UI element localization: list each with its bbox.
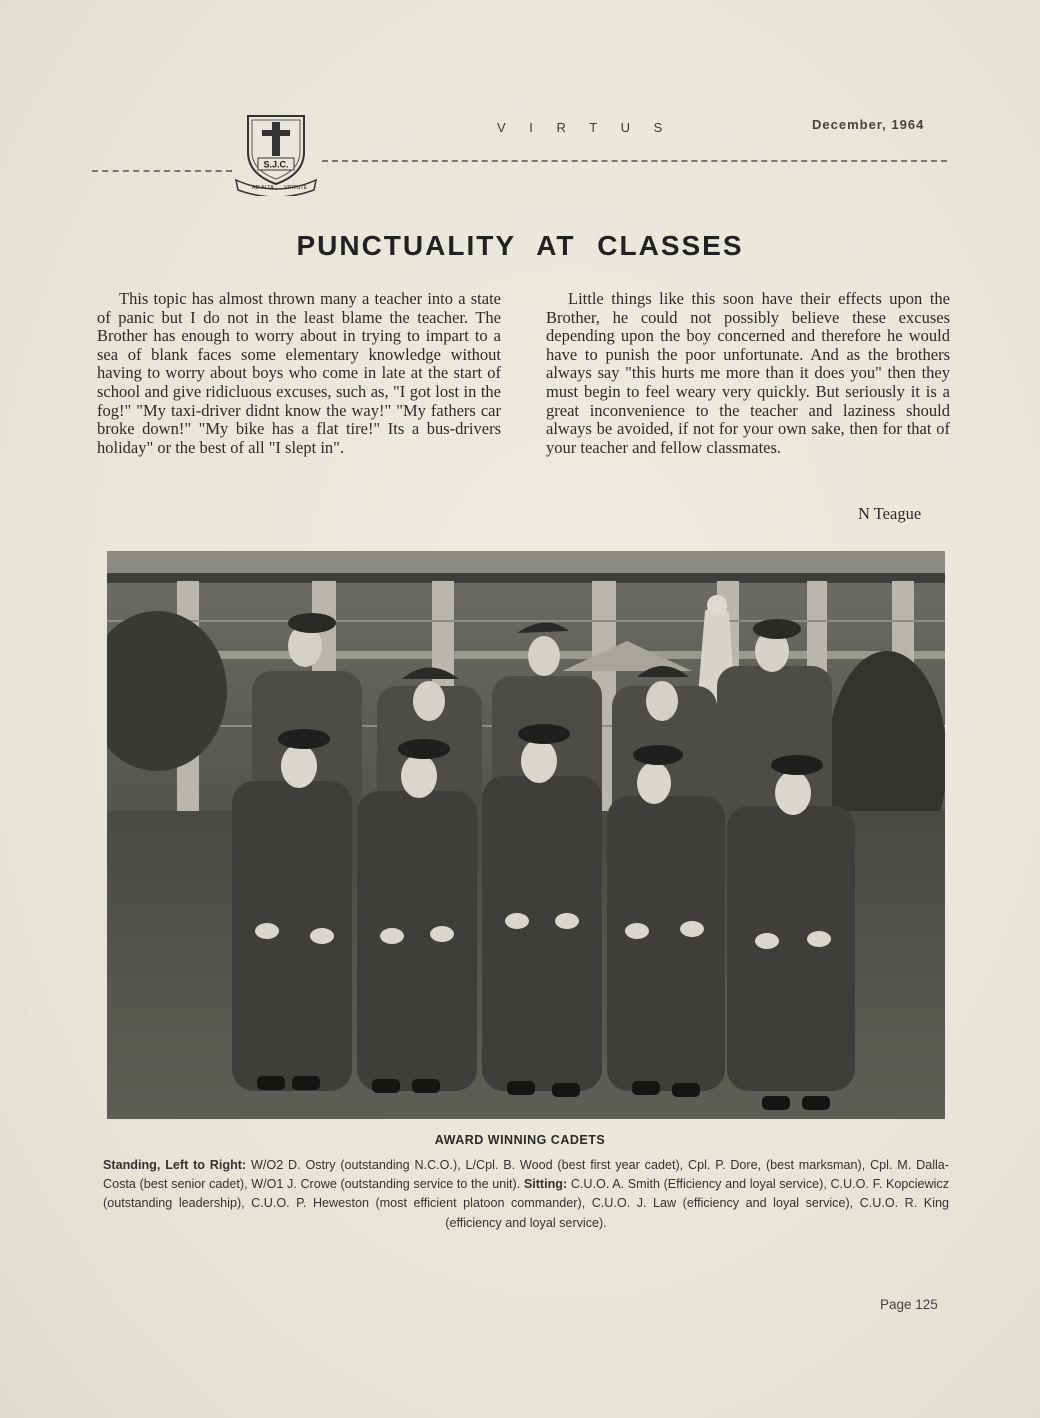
photo-illustration: [107, 551, 945, 1119]
cadets-group-photo: [107, 551, 945, 1119]
page-number: Page 125: [880, 1297, 938, 1312]
caption-sitting-text: C.U.O. A. Smith (Efficiency and loyal service), C.U.O. F. Kopciewicz (outstanding leadership), C.U.O. P. Heweston (most efficient platoon commander), C.U.O. J. Law (efficiency and loyal service), C.U.O. R. King (efficiency and loyal service).: [103, 1177, 949, 1230]
crest-motto-right: VIRTUTE: [284, 185, 308, 191]
issue-date: December, 1964: [812, 117, 925, 132]
header-rule-left: [92, 170, 232, 172]
photo-caption-title: AWARD WINNING CADETS: [434, 1133, 606, 1147]
article-headline: PUNCTUALITY AT CLASSES: [296, 230, 744, 261]
article-author: N Teague: [858, 504, 922, 523]
caption-sitting-label: Sitting:: [523, 1177, 568, 1192]
crest-motto-left: AD ALTA: [252, 185, 274, 191]
crest-initials: S.J.C.: [263, 159, 289, 170]
article-paragraph-1: This topic has almost thrown many a teacher into a state of panic but I do not in the least blame the teacher. The Brother has enough to worry about in trying to impart to a sea of blank faces some elementary knowledge without having to worry about boys who come in late at the start of school and give ridicluous excuses, such as, "I got lost in the fog!" "My taxi-driver didnt know the way!" "My fathers car broke down!" "My bike has a flat tire!" Its a bus-drivers holiday" or the best of all "I slept in".: [97, 289, 501, 457]
header-rule-right: [322, 160, 947, 162]
photo-caption: [103, 1156, 949, 1233]
magazine-title: V I R T U S: [497, 120, 673, 135]
school-crest-logo: [234, 112, 318, 196]
article-paragraph-2: Little things like this soon have their effects upon the Brother, he could not possibly believe these excuses depending upon the boy concerned and therefore he would have to punish the poor unfortunate. And as the brothers always say "this hurts me more than it does you" then they must begin to feel weary very quickly. But seriously it is a great inconvenience to the teacher and laziness should always be avoided, if not for your own sake, then for that of your teacher and fellow classmates.: [546, 289, 950, 457]
caption-standing-text: W/O2 D. Ostry (outstanding N.C.O.), L/Cpl. B. Wood (best first year cadet), Cpl. P. Dore, (best marksman), Cpl. M. Dalla-Costa (best senior cadet), W/O1 J. Crowe (outstanding service to the unit).: [103, 1158, 949, 1192]
caption-standing-label: Standing, Left to Right:: [103, 1158, 247, 1172]
